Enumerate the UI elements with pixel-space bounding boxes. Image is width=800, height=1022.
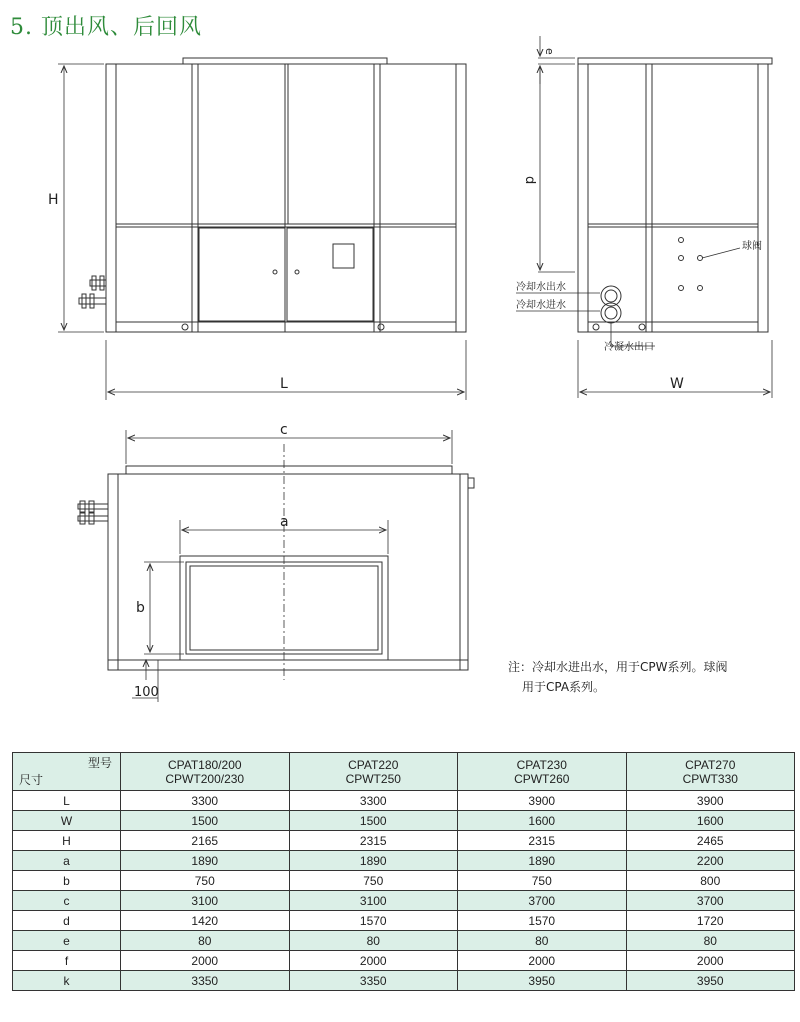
dim-c-label: c	[280, 422, 288, 438]
table-row: f 2000 2000 2000 2000	[13, 951, 795, 971]
model-header-label: 型号	[87, 756, 112, 770]
dim-100-label: 100	[134, 685, 159, 700]
table-row: d 1420 1570 1570 1720	[13, 911, 795, 931]
ball-valve-label: 球阀	[742, 241, 762, 252]
model-column-header: CPAT180/200 CPWT200/230	[121, 753, 290, 791]
table-row: W 1500 1500 1600 1600	[13, 811, 795, 831]
table-row: L 3300 3300 3900 3900	[13, 791, 795, 811]
table-row: H 2165 2315 2315 2465	[13, 831, 795, 851]
note-line-1: 注：冷却水进出水，用于CPW系列。球阀	[508, 660, 728, 674]
dim-a-label: a	[280, 514, 289, 530]
front-view	[58, 58, 466, 400]
table-row: k 3350 3350 3950 3950	[13, 971, 795, 991]
page-title: 5. 顶出风、后回风	[10, 15, 202, 40]
table-header-row	[13, 753, 795, 791]
dim-e-label: e	[543, 48, 556, 55]
table-row: e 80 80 80 80	[13, 931, 795, 951]
dim-b-label: b	[136, 600, 145, 616]
dim-h-label: H	[48, 192, 59, 208]
cooling-water-in-label: 冷却水进水	[516, 300, 566, 311]
note-line-2: 用于CPA系列。	[522, 680, 606, 694]
dim-l-label: L	[280, 376, 288, 392]
top-view	[78, 430, 474, 702]
table-row: b 750 750 750 800	[13, 871, 795, 891]
dimension-table	[12, 752, 795, 991]
table-row: c 3100 3100 3700 3700	[13, 891, 795, 911]
dim-w-label: W	[670, 376, 684, 392]
note-text	[508, 657, 798, 697]
model-column-header: CPAT270 CPWT330	[626, 753, 795, 791]
dimension-header-label: 尺寸	[19, 773, 44, 787]
cooling-water-out-label: 冷却水出水	[516, 282, 566, 293]
model-column-header: CPAT220 CPWT250	[289, 753, 458, 791]
table-row: a 1890 1890 1890 2200	[13, 851, 795, 871]
table-corner-cell	[13, 753, 121, 791]
dim-d-label: d	[522, 176, 537, 185]
model-column-header: CPAT230 CPWT260	[458, 753, 627, 791]
condensate-outlet-label: 冷凝水出口	[604, 342, 654, 353]
